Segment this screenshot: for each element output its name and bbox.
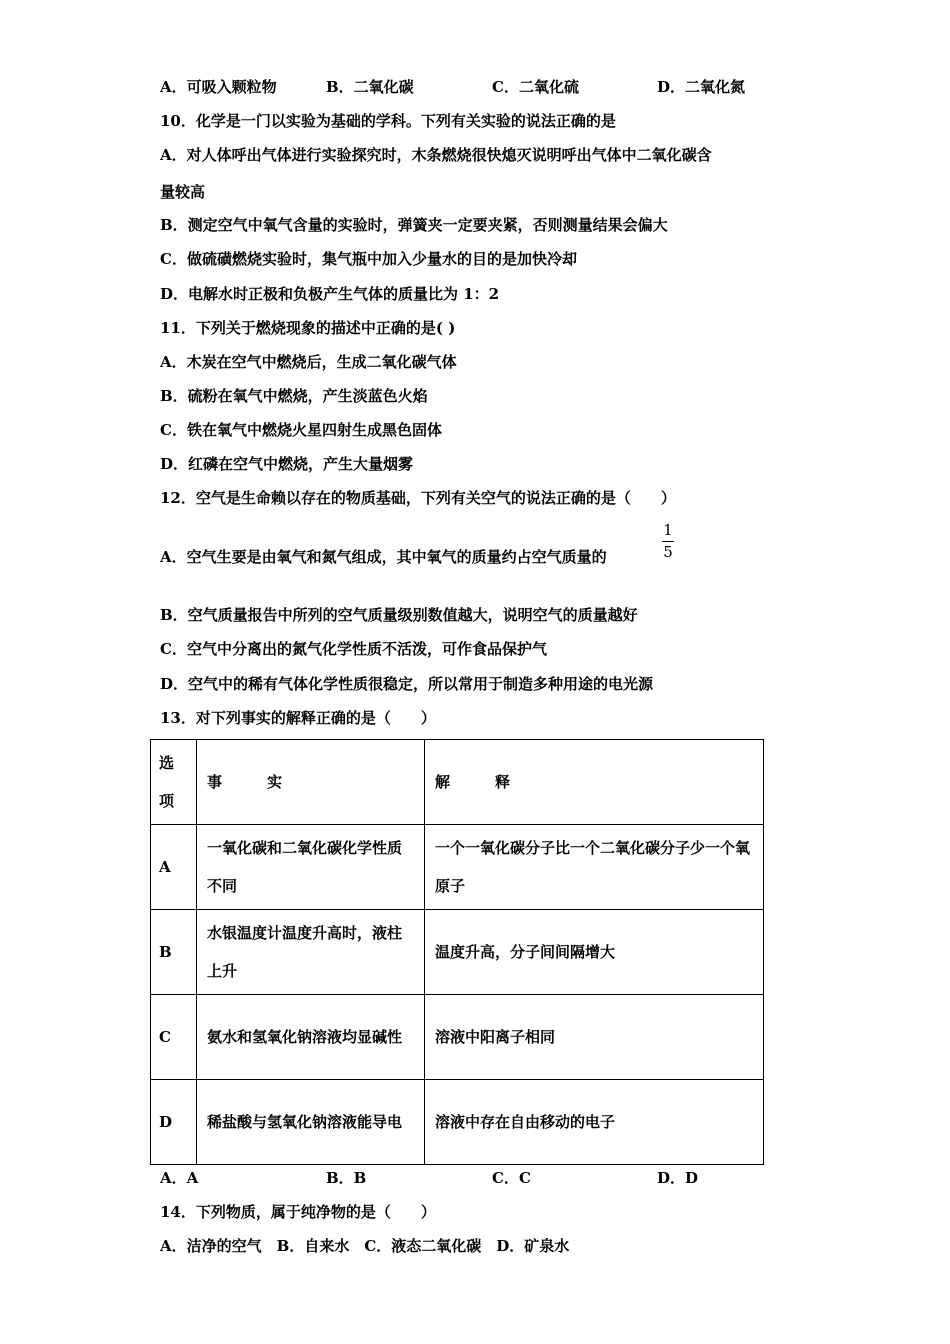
row-fact: 一氧化碳和二氧化碳化学性质不同: [197, 825, 425, 910]
q11-option-b: B．硫粉在氧气中燃烧，产生淡蓝色火焰: [160, 387, 428, 405]
row-explanation: 温度升高，分子间间隔增大: [425, 910, 764, 995]
row-label: C: [151, 995, 197, 1080]
row-label: B: [151, 910, 197, 995]
row-explanation: 溶液中阳离子相同: [425, 995, 764, 1080]
q10-option-a: A．对人体呼出气体进行实验探究时，木条燃烧很快熄灭说明呼出气体中二氧化碳含: [160, 146, 712, 164]
q9-option-b: B．二氧化碳: [326, 78, 414, 96]
row-fact: 氨水和氢氧化钠溶液均显碱性: [197, 995, 425, 1080]
q12-stem: 12．空气是生命赖以存在的物质基础，下列有关空气的说法正确的是（ ）: [160, 489, 676, 507]
q10-option-b: B．测定空气中氧气含量的实验时，弹簧夹一定要夹紧，否则测量结果会偏大: [160, 216, 668, 234]
q13-option-a: A．A: [160, 1169, 199, 1187]
header-option: 选项: [151, 740, 197, 825]
fraction-one-fifth: [660, 522, 676, 561]
row-fact: 水银温度计温度升高时，液柱上升: [197, 910, 425, 995]
q11-option-a: A．木炭在空气中燃烧后，生成二氧化碳气体: [160, 353, 457, 371]
fraction-numerator: 1: [663, 521, 673, 539]
q9-option-a: A．可吸入颗粒物: [160, 78, 277, 96]
table-row: [151, 825, 764, 910]
q13-option-c: C．C: [492, 1169, 531, 1187]
row-explanation: 一个一氧化碳分子比一个二氧化碳分子少一个氧原子: [425, 825, 764, 910]
q9-option-c: C．二氧化硫: [492, 78, 579, 96]
q13-stem: 13．对下列事实的解释正确的是（ ）: [160, 709, 436, 727]
q11-option-c: C．铁在氧气中燃烧火星四射生成黑色固体: [160, 421, 442, 439]
table-row: [151, 910, 764, 995]
table-row: [151, 1080, 764, 1165]
q13-option-b: B．B: [326, 1169, 367, 1187]
q13-option-d: D．D: [657, 1169, 699, 1187]
row-fact: 稀盐酸与氢氧化钠溶液能导电: [197, 1080, 425, 1165]
table-header-row: [151, 740, 764, 825]
row-label: A: [151, 825, 197, 910]
q10-option-c: C．做硫磺燃烧实验时，集气瓶中加入少量水的目的是加快冷却: [160, 250, 577, 268]
q11-option-d: D．红磷在空气中燃烧，产生大量烟雾: [160, 455, 414, 473]
q14-stem: 14．下列物质，属于纯净物的是（ ）: [160, 1203, 436, 1221]
q14-options: A．洁净的空气 B．自来水 C．液态二氧化碳 D．矿泉水: [160, 1237, 570, 1255]
q9-option-d: D．二氧化氮: [657, 78, 746, 96]
q10-option-a-cont: 量较高: [160, 183, 206, 201]
table-row: [151, 995, 764, 1080]
q11-stem: 11．下列关于燃烧现象的描述中正确的是( ): [160, 319, 456, 337]
row-label: D: [151, 1080, 197, 1165]
q12-option-a: A．空气生要是由氧气和氮气组成，其中氧气的质量约占空气质量的: [160, 548, 607, 566]
row-explanation: 溶液中存在自由移动的电子: [425, 1080, 764, 1165]
q12-option-c: C．空气中分离出的氮气化学性质不活泼，可作食品保护气: [160, 640, 547, 658]
q10-stem: 10．化学是一门以实验为基础的学科。下列有关实验的说法正确的是: [160, 112, 616, 130]
fraction-denominator: 5: [663, 543, 673, 561]
q13-table: [150, 739, 764, 1165]
q12-option-d: D．空气中的稀有气体化学性质很稳定，所以常用于制造多种用途的电光源: [160, 675, 654, 693]
header-fact: 事 实: [197, 740, 425, 825]
q10-option-d: D．电解水时正极和负极产生气体的质量比为 1：2: [160, 285, 500, 303]
q12-option-b: B．空气质量报告中所列的空气质量级别数值越大，说明空气的质量越好: [160, 606, 638, 624]
header-explanation: 解 释: [425, 740, 764, 825]
